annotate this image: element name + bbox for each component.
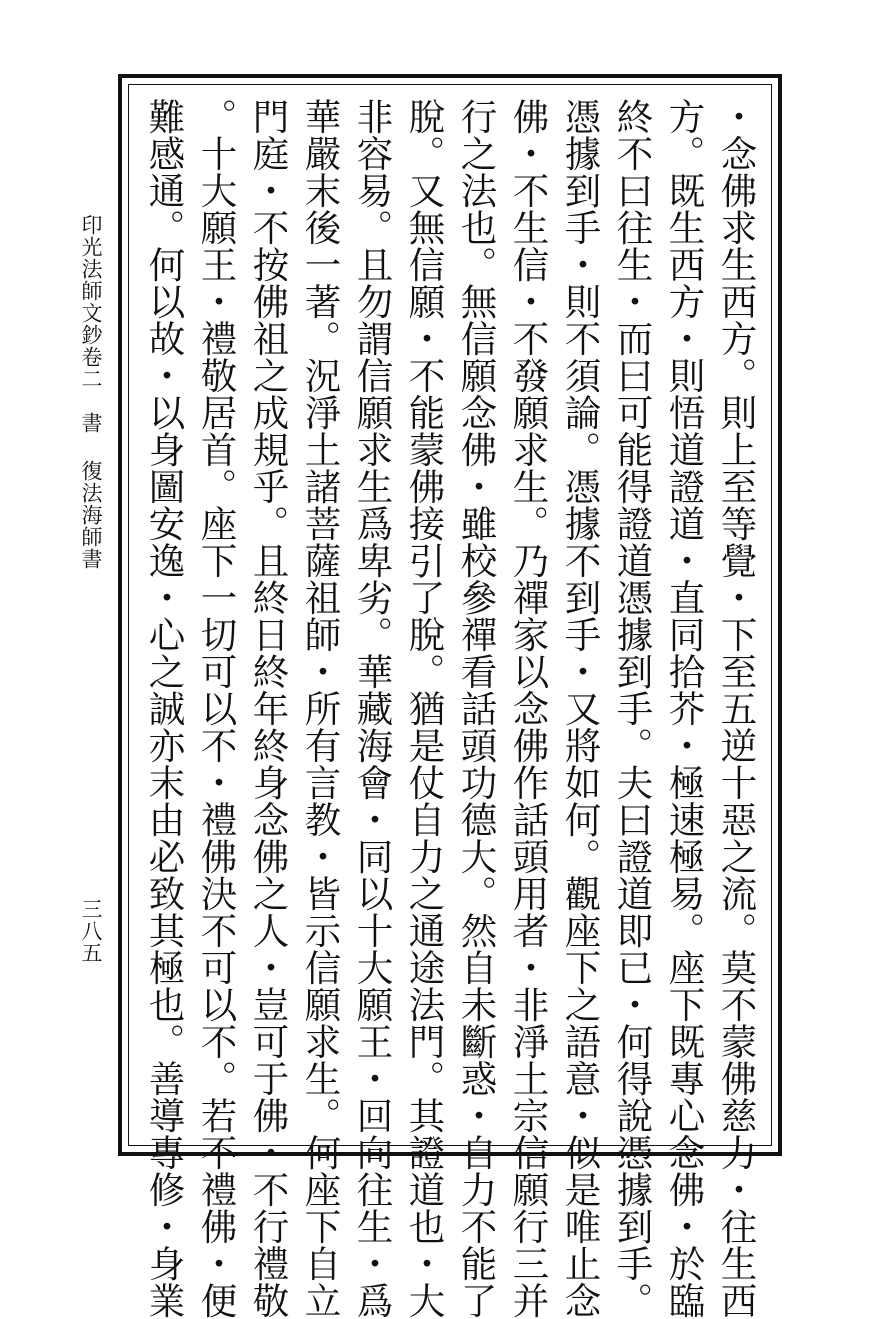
- text-column: 方。既生西方・則悟道證道・直同拾芥・極速極易。座下既專心念佛・於臨: [663, 98, 706, 1319]
- text-column: 。十大願王・禮敬居首。座下一切可以不・禮佛決不可以不。若不禮佛・便: [195, 98, 238, 1319]
- text-column: 華嚴末後一著。況淨土諸菩薩祖師・所有言教・皆示信願求生。何座下自立: [299, 98, 342, 1319]
- letter-body: [138, 98, 762, 1319]
- text-column: 憑據到手・則不須論。憑據不到手・又將如何。觀座下之語意・似是唯止念: [559, 98, 602, 1319]
- text-column: 佛・不生信・不發願求生。乃禪家以念佛作話頭用者・非淨土宗信願行三并: [507, 98, 550, 1319]
- text-column: 脫。又無信願・不能蒙佛接引了脫。猶是仗自力之通途法門。其證道也・大: [403, 98, 446, 1319]
- text-column: ・念佛求生西方。則上至等覺・下至五逆十惡之流。莫不蒙佛慈力・往生西: [715, 98, 758, 1319]
- text-column: 行之法也。無信願念佛・雖校參禪看話頭功德大。然自未斷惑・自力不能了: [455, 98, 498, 1319]
- page-number: 三八五: [79, 898, 103, 964]
- text-column: 難感通。何以故・以身圖安逸・心之誠亦末由必致其極也。善導專修・身業: [143, 98, 186, 1319]
- text-column: 門庭・不按佛祖之成規乎。且終日終年終身念佛之人・豈可于佛・不行禮敬: [247, 98, 290, 1319]
- running-head: [80, 214, 102, 570]
- book-title: 印光法師文鈔卷二: [79, 214, 103, 390]
- section-label: 書: [79, 412, 103, 434]
- letter-title: 復法海師書: [79, 460, 103, 570]
- text-column: 非容易。且勿謂信願求生爲卑劣。華藏海會・同以十大願王・回向往生・爲: [351, 98, 394, 1319]
- text-column: 終不曰往生・而曰可能得證道憑據到手。夫曰證道即已・何得說憑據到手。: [611, 98, 654, 1319]
